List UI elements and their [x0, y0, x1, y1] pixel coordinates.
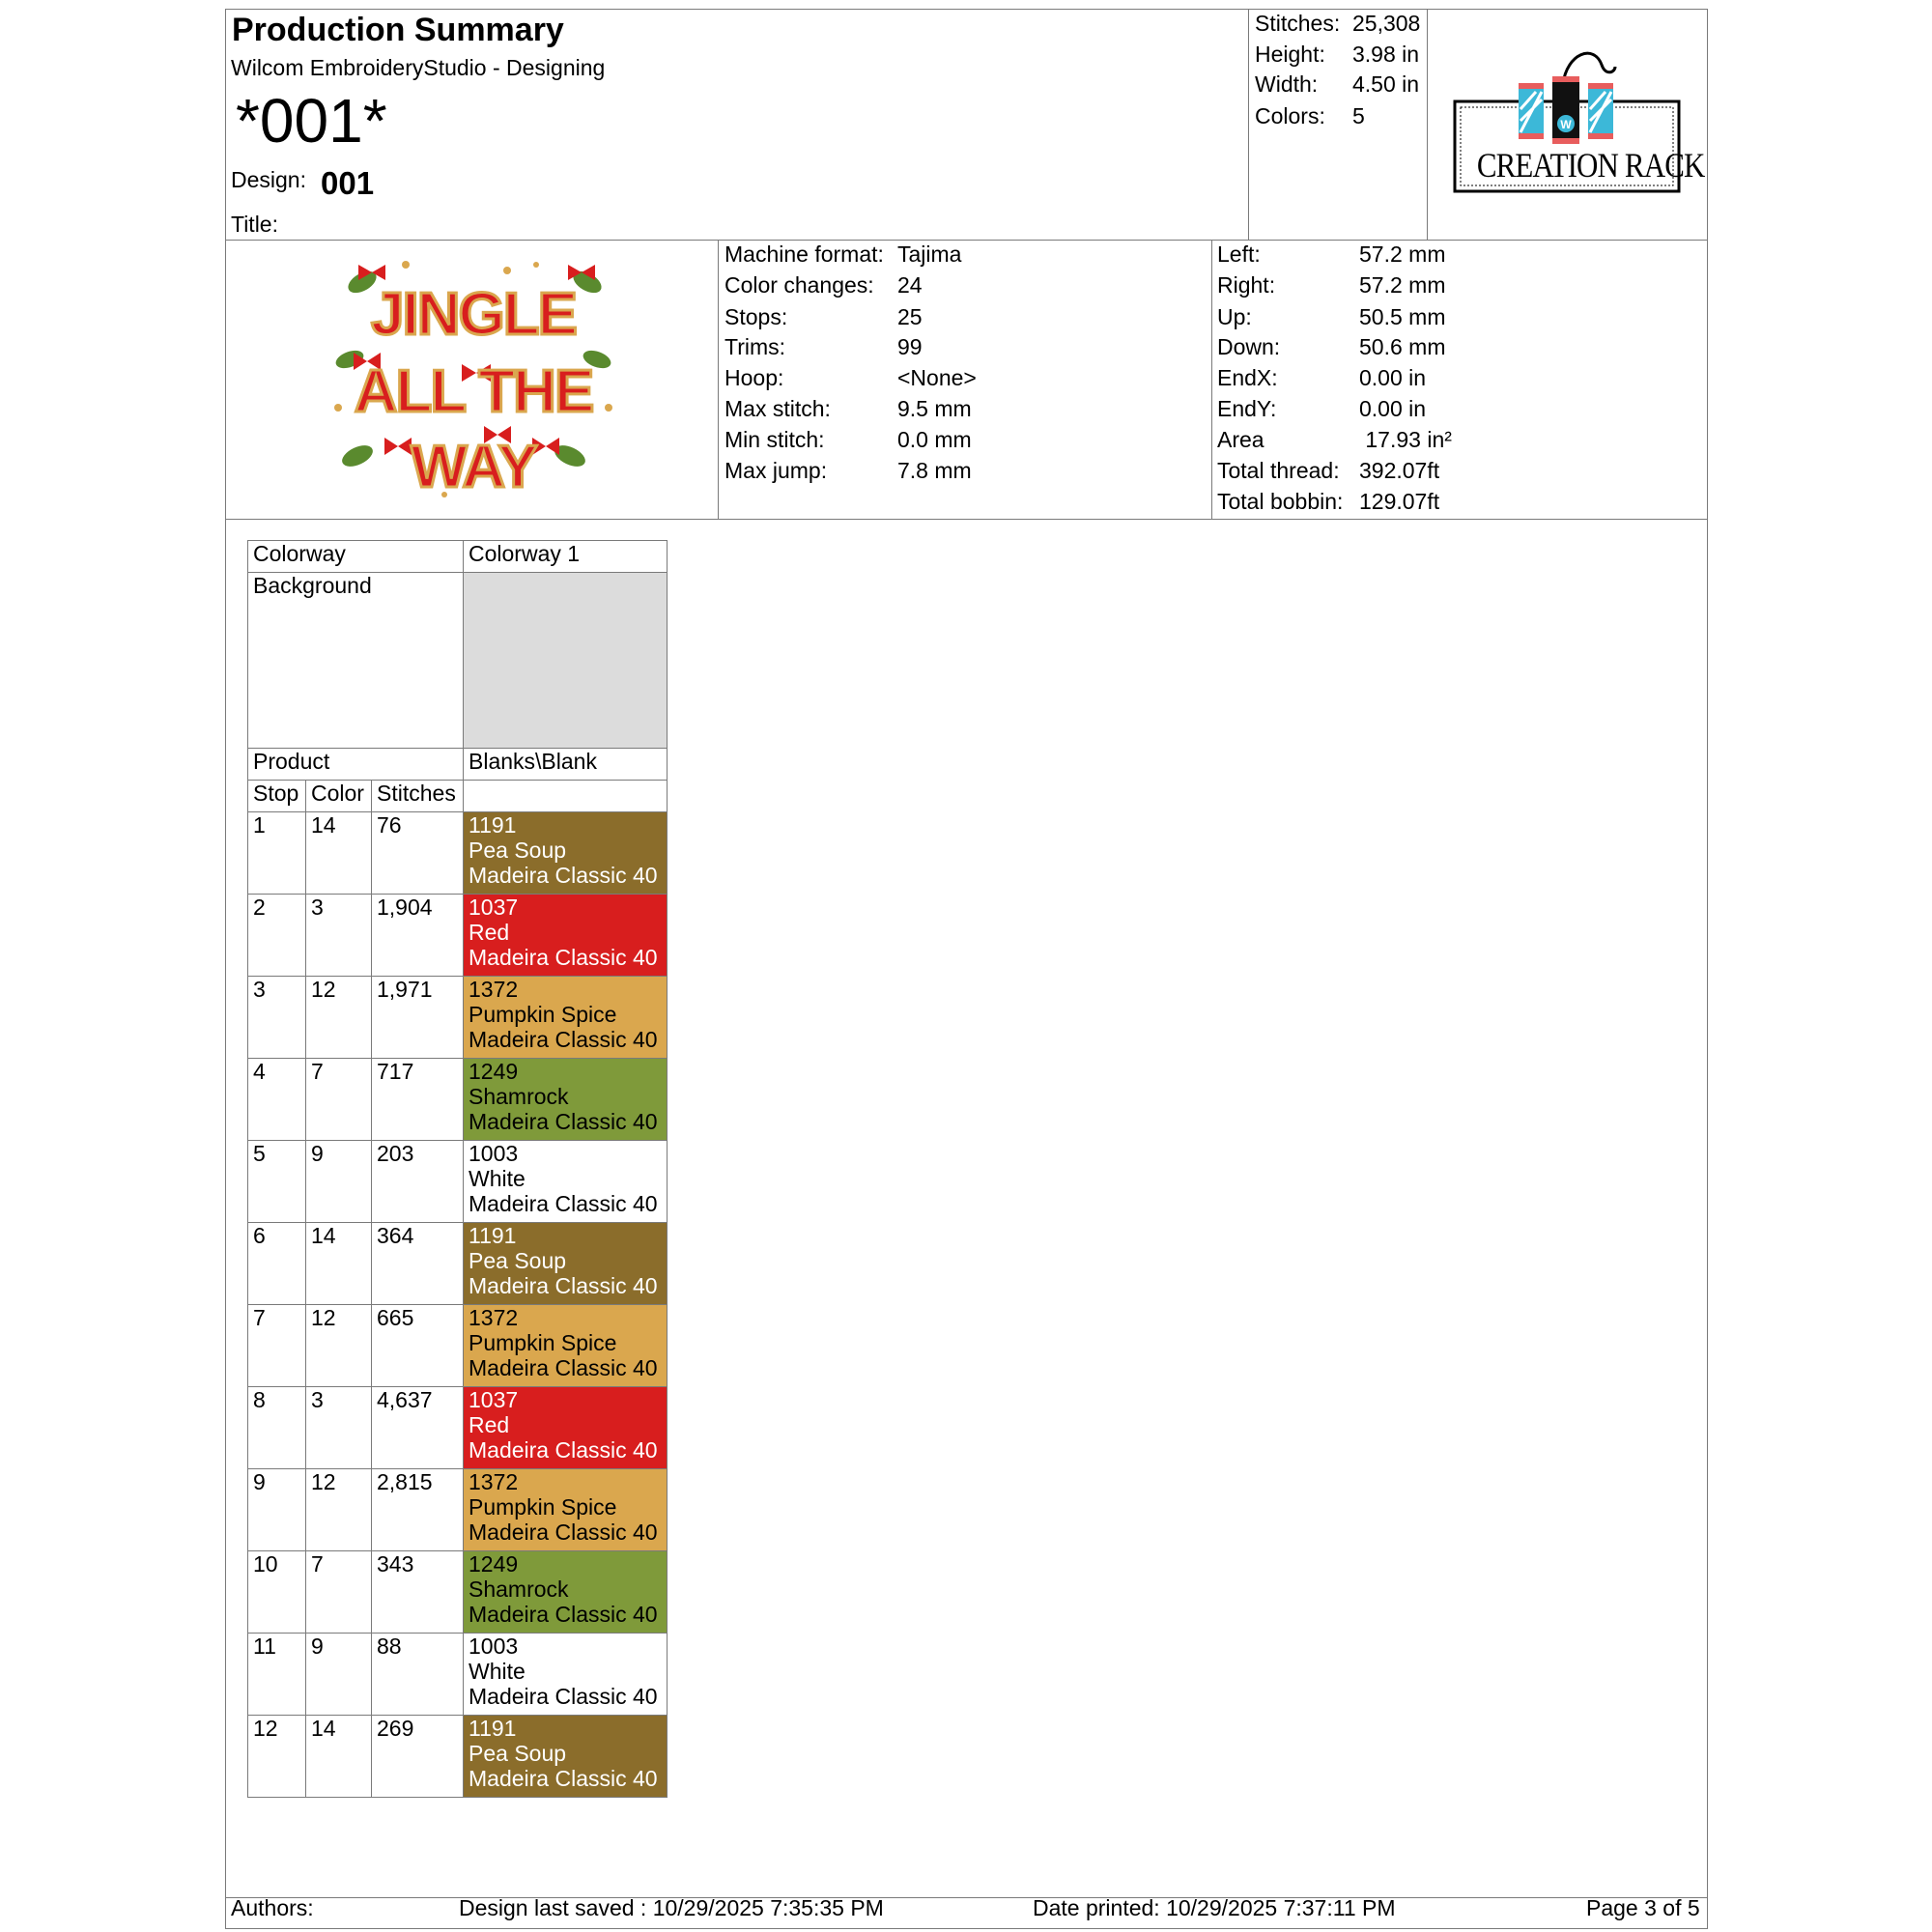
- thread-brand: Madeira Classic 40: [469, 1520, 658, 1545]
- thread-code: 1003: [469, 1141, 519, 1166]
- stop-stop-cell: 2: [248, 895, 306, 977]
- stop-stitches-cell: 1,904: [372, 895, 464, 977]
- thread-swatch: [464, 895, 668, 977]
- extent-value: 129.07ft: [1359, 489, 1440, 514]
- thread-swatch: [464, 1716, 668, 1798]
- thread-code: 1037: [469, 1387, 519, 1412]
- thread-name: Pea Soup: [469, 838, 567, 863]
- thread-code: 1003: [469, 1634, 519, 1659]
- preview-line-2: ALL THE: [354, 358, 593, 425]
- stat-value: 25,308: [1352, 11, 1421, 36]
- extent-value: 392.07ft: [1359, 458, 1440, 483]
- extent-label: Total bobbin:: [1217, 489, 1344, 514]
- preview-line-3: WAY: [411, 434, 536, 500]
- stop-stitches-cell: 76: [372, 812, 464, 895]
- thread-code: 1249: [469, 1551, 519, 1577]
- stat-label: Stitches:: [1255, 11, 1341, 36]
- thread-brand: Madeira Classic 40: [469, 945, 658, 970]
- machine-label: Hoop:: [724, 365, 784, 390]
- footer-authors: Authors:: [231, 1895, 314, 1920]
- design-label: Design:: [231, 167, 306, 192]
- extent-label: Up:: [1217, 304, 1252, 329]
- extent-label: Left:: [1217, 242, 1261, 267]
- extent-label: EndX:: [1217, 365, 1278, 390]
- stop-stop-cell: 4: [248, 1059, 306, 1141]
- extent-value: 0.00 in: [1359, 365, 1427, 390]
- colorway-value: Colorway 1: [464, 541, 668, 573]
- stitches-header: Stitches: [372, 781, 464, 812]
- stop-stop-cell: 12: [248, 1716, 306, 1798]
- stat-label: Height:: [1255, 42, 1325, 67]
- thread-name: Pumpkin Spice: [469, 1494, 617, 1520]
- color-sequence-table: [247, 540, 668, 1798]
- svg-text:W: W: [1560, 118, 1572, 131]
- background-label: Background: [248, 573, 464, 749]
- stop-color-cell: 7: [306, 1551, 372, 1634]
- thread-brand: Madeira Classic 40: [469, 863, 658, 888]
- logo-text: CREATION RACK: [1476, 146, 1705, 185]
- product-row: [248, 749, 668, 781]
- thread-brand: Madeira Classic 40: [469, 1437, 658, 1463]
- stop-stop-cell: 3: [248, 977, 306, 1059]
- thread-brand: Madeira Classic 40: [469, 1027, 658, 1052]
- table-row: [248, 1634, 668, 1716]
- page-title: Production Summary: [232, 12, 564, 48]
- design-code: *001*: [236, 86, 387, 156]
- table-row: [248, 1716, 668, 1798]
- thread-brand: Madeira Classic 40: [469, 1684, 658, 1709]
- stop-stitches-cell: 269: [372, 1716, 464, 1798]
- product-value: Blanks\Blank: [464, 749, 668, 781]
- thread-name: Red: [469, 920, 510, 945]
- stop-color-cell: 3: [306, 895, 372, 977]
- preview-line-1: JINGLE: [371, 281, 576, 348]
- machine-value: 24: [897, 272, 923, 298]
- stop-color-cell: 14: [306, 1223, 372, 1305]
- footer-divider: [225, 1897, 1708, 1898]
- thread-code: 1249: [469, 1059, 519, 1084]
- extent-value: 17.93 in²: [1359, 427, 1452, 452]
- machine-label: Machine format:: [724, 242, 884, 267]
- table-row: [248, 812, 668, 895]
- machine-label: Trims:: [724, 334, 786, 359]
- stop-stop-cell: 10: [248, 1551, 306, 1634]
- preview-divider: [718, 240, 719, 520]
- thread-swatch: [464, 1305, 668, 1387]
- stop-stop-cell: 11: [248, 1634, 306, 1716]
- machine-value: 9.5 mm: [897, 396, 972, 421]
- table-row: [248, 1141, 668, 1223]
- creation-rack-logo: [1449, 43, 1705, 198]
- thread-swatch: [464, 1551, 668, 1634]
- thread-brand: Madeira Classic 40: [469, 1273, 658, 1298]
- footer-last-saved: Design last saved : 10/29/2025 7:35:35 PM: [459, 1895, 884, 1920]
- stats-divider-left: [1248, 9, 1249, 241]
- stop-color-cell: 3: [306, 1387, 372, 1469]
- thread-swatch: [464, 977, 668, 1059]
- table-row: [248, 1387, 668, 1469]
- stop-stop-cell: 9: [248, 1469, 306, 1551]
- stat-value: 5: [1352, 103, 1365, 128]
- thread-name: Pumpkin Spice: [469, 1330, 617, 1355]
- thread-code: 1372: [469, 1469, 519, 1494]
- stop-color-cell: 9: [306, 1634, 372, 1716]
- thread-brand: Madeira Classic 40: [469, 1191, 658, 1216]
- table-row: [248, 1059, 668, 1141]
- thread-swatch: [464, 1059, 668, 1141]
- title-label: Title:: [231, 212, 278, 237]
- thread-swatch: [464, 1634, 668, 1716]
- machine-value: Tajima: [897, 242, 962, 267]
- stop-color-cell: 12: [306, 977, 372, 1059]
- machine-label: Color changes:: [724, 272, 874, 298]
- stop-stitches-cell: 665: [372, 1305, 464, 1387]
- machine-divider: [1211, 240, 1212, 520]
- extent-value: 57.2 mm: [1359, 242, 1446, 267]
- thread-code: 1191: [469, 1223, 517, 1248]
- table-row: [248, 1469, 668, 1551]
- table-row: [248, 1223, 668, 1305]
- stop-header: Stop: [248, 781, 306, 812]
- design-value: 001: [321, 165, 375, 201]
- stop-stitches-cell: 1,971: [372, 977, 464, 1059]
- machine-label: Stops:: [724, 304, 788, 329]
- table-row: [248, 895, 668, 977]
- thread-swatch: [464, 1223, 668, 1305]
- colorway-label: Colorway: [248, 541, 464, 573]
- extent-value: 50.6 mm: [1359, 334, 1446, 359]
- stats-divider-right: [1427, 9, 1428, 241]
- extent-label: Total thread:: [1217, 458, 1340, 483]
- stop-stitches-cell: 203: [372, 1141, 464, 1223]
- stop-stitches-cell: 717: [372, 1059, 464, 1141]
- footer-page-number: Page 3 of 5: [1586, 1895, 1700, 1920]
- stop-stitches-cell: 2,815: [372, 1469, 464, 1551]
- thread-swatch: [464, 812, 668, 895]
- machine-value: 0.0 mm: [897, 427, 972, 452]
- stop-color-cell: 14: [306, 812, 372, 895]
- thread-brand: Madeira Classic 40: [469, 1355, 658, 1380]
- colorway-row: [248, 541, 668, 573]
- stop-color-cell: 14: [306, 1716, 372, 1798]
- thread-brand: Madeira Classic 40: [469, 1602, 658, 1627]
- color-header: Color: [306, 781, 372, 812]
- thread-code: 1037: [469, 895, 519, 920]
- stop-stop-cell: 5: [248, 1141, 306, 1223]
- thread-code: 1372: [469, 1305, 519, 1330]
- thread-brand: Madeira Classic 40: [469, 1109, 658, 1134]
- thread-swatch: [464, 1141, 668, 1223]
- thread-name: Pea Soup: [469, 1248, 567, 1273]
- thread-name: Shamrock: [469, 1577, 569, 1602]
- stop-stop-cell: 8: [248, 1387, 306, 1469]
- stop-color-cell: 12: [306, 1469, 372, 1551]
- header-divider: [225, 240, 1708, 241]
- thread-code: 1372: [469, 977, 519, 1002]
- app-name: Wilcom EmbroideryStudio - Designing: [231, 55, 606, 80]
- thread-name: Pumpkin Spice: [469, 1002, 617, 1027]
- extent-label: Down:: [1217, 334, 1281, 359]
- thread-name: Shamrock: [469, 1084, 569, 1109]
- stop-color-cell: 7: [306, 1059, 372, 1141]
- background-swatch: [464, 573, 668, 749]
- product-label: Product: [248, 749, 464, 781]
- extent-value: 57.2 mm: [1359, 272, 1446, 298]
- stop-stitches-cell: 364: [372, 1223, 464, 1305]
- machine-value: 7.8 mm: [897, 458, 972, 483]
- thread-name: Pea Soup: [469, 1741, 567, 1766]
- table-row: [248, 1551, 668, 1634]
- machine-label: Max jump:: [724, 458, 828, 483]
- stop-stop-cell: 7: [248, 1305, 306, 1387]
- thread-code: 1191: [469, 812, 517, 838]
- footer-date-printed: Date printed: 10/29/2025 7:37:11 PM: [1033, 1895, 1396, 1920]
- table-header-row: [248, 781, 668, 812]
- design-preview: [328, 253, 618, 509]
- thread-name: White: [469, 1166, 526, 1191]
- extent-label: EndY:: [1217, 396, 1277, 421]
- stat-value: 3.98 in: [1352, 42, 1420, 67]
- info-divider: [225, 519, 1708, 520]
- extent-label: Right:: [1217, 272, 1276, 298]
- machine-value: 99: [897, 334, 923, 359]
- thread-code: 1191: [469, 1716, 517, 1741]
- table-row: [248, 977, 668, 1059]
- thread-name: White: [469, 1659, 526, 1684]
- stop-stop-cell: 1: [248, 812, 306, 895]
- stat-label: Width:: [1255, 71, 1319, 97]
- extent-value: 0.00 in: [1359, 396, 1427, 421]
- thread-swatch: [464, 1387, 668, 1469]
- stop-stitches-cell: 343: [372, 1551, 464, 1634]
- table-row: [248, 1305, 668, 1387]
- extent-value: 50.5 mm: [1359, 304, 1446, 329]
- thread-swatch: [464, 1469, 668, 1551]
- thread-header: [464, 781, 668, 812]
- thread-brand: Madeira Classic 40: [469, 1766, 658, 1791]
- stop-color-cell: 9: [306, 1141, 372, 1223]
- machine-value: 25: [897, 304, 923, 329]
- machine-value: <None>: [897, 365, 977, 390]
- stat-value: 4.50 in: [1352, 71, 1420, 97]
- machine-label: Max stitch:: [724, 396, 831, 421]
- machine-label: Min stitch:: [724, 427, 825, 452]
- stop-color-cell: 12: [306, 1305, 372, 1387]
- thread-name: Red: [469, 1412, 510, 1437]
- stop-stop-cell: 6: [248, 1223, 306, 1305]
- stop-stitches-cell: 4,637: [372, 1387, 464, 1469]
- stop-stitches-cell: 88: [372, 1634, 464, 1716]
- extent-label: Area: [1217, 427, 1264, 452]
- stat-label: Colors:: [1255, 103, 1325, 128]
- background-row: [248, 573, 668, 749]
